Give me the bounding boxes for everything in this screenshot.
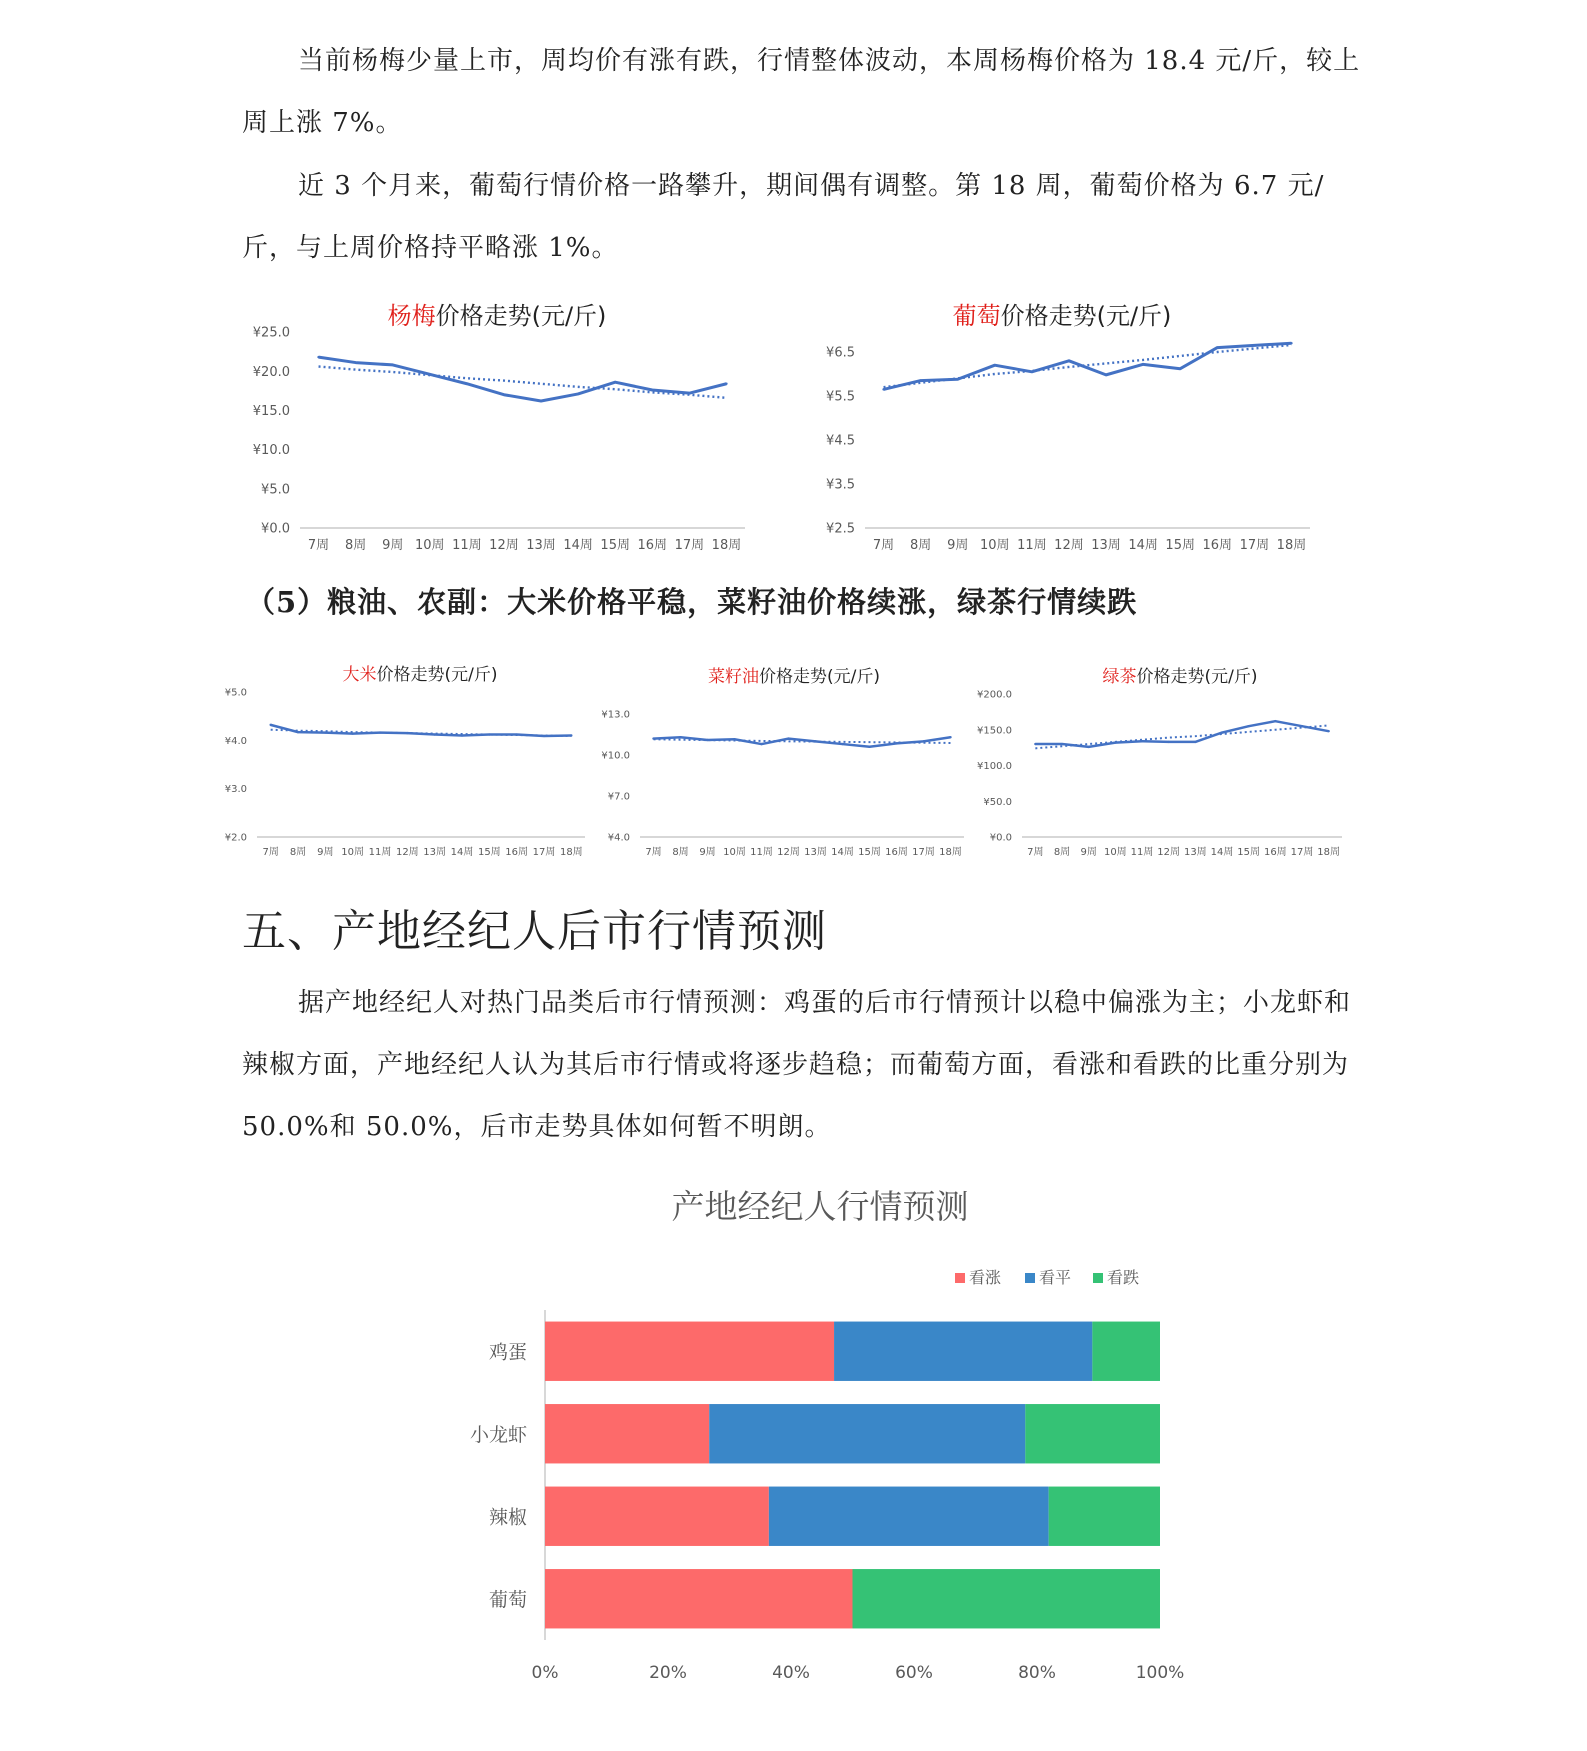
bar-segment: [545, 1569, 853, 1628]
data-point: [515, 733, 517, 735]
chart-title-rest: 价格走势(元/斤): [1136, 667, 1258, 687]
x-tick-label: 10周: [723, 847, 746, 858]
chart-yangmei: [235, 290, 765, 570]
data-point: [1216, 346, 1218, 348]
x-tick-label: 7周: [872, 538, 895, 553]
data-point: [652, 737, 654, 739]
paragraph-yangmei: 当前杨梅少量上市，周均价有涨有跌，行情整体波动，本周杨梅价格为 18.4 元/斤，较上周上涨 7%。: [242, 46, 1361, 138]
chart-title: [708, 666, 880, 687]
x-tick-label: 20%: [649, 1663, 687, 1683]
data-point: [882, 388, 884, 390]
data-point: [1034, 743, 1036, 745]
x-tick-label: 17周: [1239, 538, 1270, 553]
chart-title-red: 葡萄: [952, 302, 1001, 330]
chart-title: [953, 302, 1172, 330]
data-point: [706, 739, 708, 741]
x-tick-label: 12周: [1054, 538, 1084, 553]
data-point: [488, 733, 490, 735]
data-point: [1290, 342, 1292, 344]
data-point: [688, 392, 690, 394]
data-point: [725, 383, 727, 385]
bar-segment: [709, 1404, 1025, 1463]
x-tick-label: 15周: [1165, 538, 1195, 553]
x-tick-label: 17周: [674, 538, 705, 553]
data-point: [814, 740, 816, 742]
legend-swatch: [1093, 1273, 1103, 1283]
bar-segment: [834, 1322, 1092, 1381]
x-tick-label: 10周: [415, 538, 445, 553]
x-tick-label: 14周: [1210, 847, 1234, 858]
x-tick-label: 8周: [672, 847, 689, 858]
data-point: [1327, 730, 1329, 732]
data-point: [466, 383, 468, 385]
y-tick-label: ¥5.0: [224, 687, 247, 699]
x-tick-label: 100%: [1135, 1663, 1185, 1683]
bar-segment: [769, 1487, 1049, 1546]
x-tick-label: 11周: [368, 847, 392, 858]
data-point: [1167, 741, 1169, 743]
data-point: [1247, 725, 1249, 727]
y-tick-label: ¥7.0: [607, 791, 630, 803]
data-point: [733, 738, 735, 740]
paragraph-putao: 近 3 个月来，葡萄行情价格一路攀升，期间偶有调整。第 18 周，葡萄价格为 6.7 元/斤，与上周价格持平略涨 1%。: [242, 171, 1325, 263]
y-tick-label: ¥50.0: [983, 796, 1012, 808]
data-point: [1068, 360, 1070, 362]
chart-putao: [800, 290, 1330, 570]
x-tick-label: 12周: [777, 847, 800, 858]
chart-title: [388, 302, 607, 330]
x-tick-label: 15周: [1237, 847, 1261, 858]
data-point: [1105, 374, 1107, 376]
section-heading: 五、产地经纪人后市行情预测: [242, 906, 827, 957]
data-point: [1031, 371, 1033, 373]
data-point: [351, 732, 353, 734]
chart-title-red: 杨梅: [387, 302, 436, 330]
x-tick-label: 16周: [1263, 847, 1287, 858]
x-tick-label: 11周: [452, 538, 482, 553]
y-tick-label: ¥200.0: [977, 689, 1012, 701]
data-point: [354, 361, 356, 363]
data-point: [433, 733, 435, 735]
x-tick-label: 18周: [939, 847, 962, 858]
data-point: [406, 732, 408, 734]
data-point: [379, 731, 381, 733]
x-tick-label: 14周: [563, 538, 593, 553]
bar-segment: [1025, 1404, 1160, 1463]
x-tick-label: 13周: [1183, 847, 1207, 858]
x-tick-label: 9周: [317, 847, 334, 858]
x-tick-label: 16周: [885, 847, 908, 858]
x-tick-label: 14周: [1128, 538, 1158, 553]
chart-title-rest: 价格走势(元/斤): [435, 302, 607, 330]
data-point: [1253, 344, 1255, 346]
legend-label: 看涨: [969, 1268, 1002, 1287]
legend-swatch: [955, 1273, 965, 1283]
y-tick-label: ¥0.0: [261, 521, 290, 537]
x-tick-label: 16周: [505, 847, 529, 858]
data-point: [540, 400, 542, 402]
data-point: [317, 356, 319, 358]
series-line: [1035, 721, 1328, 747]
chart-title-rest: 价格走势(元/斤): [1000, 302, 1172, 330]
y-tick-label: ¥5.5: [826, 389, 855, 405]
data-point: [324, 731, 326, 733]
data-point: [461, 734, 463, 736]
x-tick-label: 16周: [637, 538, 668, 553]
data-point: [503, 394, 505, 396]
category-label: 小龙虾: [469, 1423, 527, 1446]
data-point: [679, 736, 681, 738]
y-tick-label: ¥150.0: [977, 725, 1012, 737]
chart-title: [1103, 667, 1258, 687]
x-tick-label: 0%: [531, 1663, 559, 1683]
data-point: [651, 389, 653, 391]
series-line: [319, 357, 727, 401]
x-tick-label: 11周: [750, 847, 773, 858]
x-tick-label: 15周: [600, 538, 630, 553]
y-tick-label: ¥2.5: [826, 521, 855, 537]
data-point: [429, 373, 431, 375]
bar-segment: [1092, 1322, 1160, 1381]
x-tick-label: 17周: [1290, 847, 1314, 858]
y-tick-label: ¥6.5: [826, 345, 855, 361]
x-tick-label: 18周: [559, 847, 583, 858]
x-tick-label: 13周: [1091, 538, 1121, 553]
bar-segment: [1049, 1487, 1160, 1546]
x-tick-label: 18周: [1276, 538, 1307, 553]
data-point: [1142, 363, 1144, 365]
x-tick-label: 15周: [858, 847, 881, 858]
y-tick-label: ¥10.0: [601, 750, 630, 762]
data-point: [1221, 731, 1223, 733]
legend-label: 看跌: [1107, 1268, 1140, 1287]
y-tick-label: ¥13.0: [601, 709, 630, 721]
x-tick-label: 14周: [450, 847, 474, 858]
x-tick-label: 13周: [423, 847, 447, 858]
series-line: [884, 343, 1292, 389]
chart-title-rest: 价格走势(元/斤): [376, 665, 498, 685]
category-label: 葡萄: [488, 1588, 527, 1611]
data-point: [297, 731, 299, 733]
y-tick-label: ¥4.5: [826, 433, 855, 449]
x-tick-label: 9周: [382, 538, 404, 553]
chart-title-red: 菜籽油: [708, 667, 759, 687]
y-tick-label: ¥4.0: [224, 735, 247, 747]
chart-lvcha: [977, 660, 1360, 870]
chart-forecast: [440, 1180, 1220, 1683]
x-tick-label: 80%: [1018, 1663, 1056, 1683]
chart-dami: [224, 660, 605, 870]
chart-title-red: 大米: [342, 665, 377, 685]
chart-caiziyou: [601, 660, 982, 870]
x-tick-label: 8周: [1053, 847, 1071, 858]
data-point: [922, 740, 924, 742]
data-point: [787, 737, 789, 739]
x-tick-label: 7周: [262, 847, 279, 858]
bar-segment: [545, 1487, 769, 1546]
x-tick-label: 18周: [711, 538, 742, 553]
bar-segment: [545, 1404, 709, 1463]
x-tick-label: 8周: [344, 538, 367, 553]
data-point: [919, 379, 921, 381]
x-tick-label: 12周: [395, 847, 419, 858]
y-tick-label: ¥3.0: [224, 784, 247, 796]
x-tick-label: 10周: [1103, 847, 1127, 858]
data-point: [1141, 740, 1143, 742]
data-point: [1194, 741, 1196, 743]
x-tick-label: 11周: [1130, 847, 1154, 858]
chart-title: [343, 665, 498, 685]
data-point: [760, 743, 762, 745]
data-point: [868, 746, 870, 748]
data-point: [570, 734, 572, 736]
y-tick-label: ¥5.0: [261, 482, 290, 498]
data-point: [577, 393, 579, 395]
y-tick-label: ¥15.0: [252, 403, 290, 419]
section-subheading: （5）粮油、农副：大米价格平稳，菜籽油价格续涨，绿茶行情续跌: [246, 585, 1138, 619]
data-point: [949, 736, 951, 738]
x-tick-label: 13周: [526, 538, 556, 553]
chart-title: 产地经纪人行情预测: [671, 1187, 969, 1226]
x-tick-label: 13周: [804, 847, 827, 858]
x-tick-label: 9周: [1080, 847, 1097, 858]
data-point: [269, 724, 271, 726]
data-point: [1179, 368, 1181, 370]
data-point: [543, 735, 545, 737]
x-tick-label: 9周: [947, 538, 969, 553]
x-tick-label: 11周: [1017, 538, 1047, 553]
x-tick-label: 14周: [831, 847, 854, 858]
y-tick-label: ¥3.5: [826, 477, 855, 493]
category-label: 辣椒: [488, 1506, 527, 1529]
chart-title-rest: 价格走势(元/斤): [759, 667, 880, 687]
x-tick-label: 16周: [1202, 538, 1233, 553]
x-tick-label: 12周: [1157, 847, 1181, 858]
series-line: [654, 737, 951, 747]
x-tick-label: 8周: [289, 847, 307, 858]
data-point: [1087, 746, 1089, 748]
x-tick-label: 15周: [477, 847, 501, 858]
y-tick-label: ¥25.0: [252, 325, 290, 341]
x-tick-label: 7周: [645, 847, 662, 858]
x-tick-label: 18周: [1317, 847, 1341, 858]
chart-title-red: 绿茶: [1102, 667, 1137, 687]
x-tick-label: 60%: [895, 1663, 933, 1683]
y-tick-label: ¥10.0: [252, 443, 290, 459]
x-tick-label: 40%: [772, 1663, 810, 1683]
data-point: [957, 378, 959, 380]
x-tick-label: 7周: [1027, 847, 1044, 858]
x-tick-label: 10周: [980, 538, 1010, 553]
data-point: [1301, 725, 1303, 727]
x-tick-label: 7周: [307, 538, 330, 553]
data-point: [1114, 741, 1116, 743]
data-point: [841, 743, 843, 745]
y-tick-label: ¥20.0: [252, 364, 290, 380]
y-tick-label: ¥4.0: [607, 832, 630, 844]
bar-segment: [545, 1322, 834, 1381]
data-point: [1061, 743, 1063, 745]
data-point: [614, 381, 616, 383]
data-point: [392, 364, 394, 366]
legend-label: 看平: [1039, 1268, 1072, 1287]
x-tick-label: 10周: [341, 847, 365, 858]
x-tick-label: 8周: [909, 538, 932, 553]
legend-swatch: [1025, 1273, 1035, 1283]
x-tick-label: 17周: [532, 847, 556, 858]
y-tick-label: ¥100.0: [977, 761, 1012, 772]
data-point: [994, 364, 996, 366]
category-label: 鸡蛋: [488, 1341, 527, 1364]
y-tick-label: ¥2.0: [224, 832, 247, 844]
bar-segment: [853, 1569, 1161, 1628]
x-tick-label: 12周: [489, 538, 519, 553]
x-tick-label: 17周: [912, 847, 935, 858]
x-tick-label: 9周: [699, 847, 716, 858]
paragraph-forecast: 据产地经纪人对热门品类后市行情预测：鸡蛋的后市行情预计以稳中偏涨为主；小龙虾和辣椒方面，产地经纪人认为其后市行情或将逐步趋稳；而葡萄方面，看涨和看跌的比重分别为 50.0%和 50.0%，后市走势具体如何暂不明朗。: [242, 988, 1352, 1142]
y-tick-label: ¥0.0: [989, 832, 1012, 844]
data-point: [1274, 720, 1276, 722]
data-point: [895, 742, 897, 744]
trendline: [319, 366, 727, 397]
